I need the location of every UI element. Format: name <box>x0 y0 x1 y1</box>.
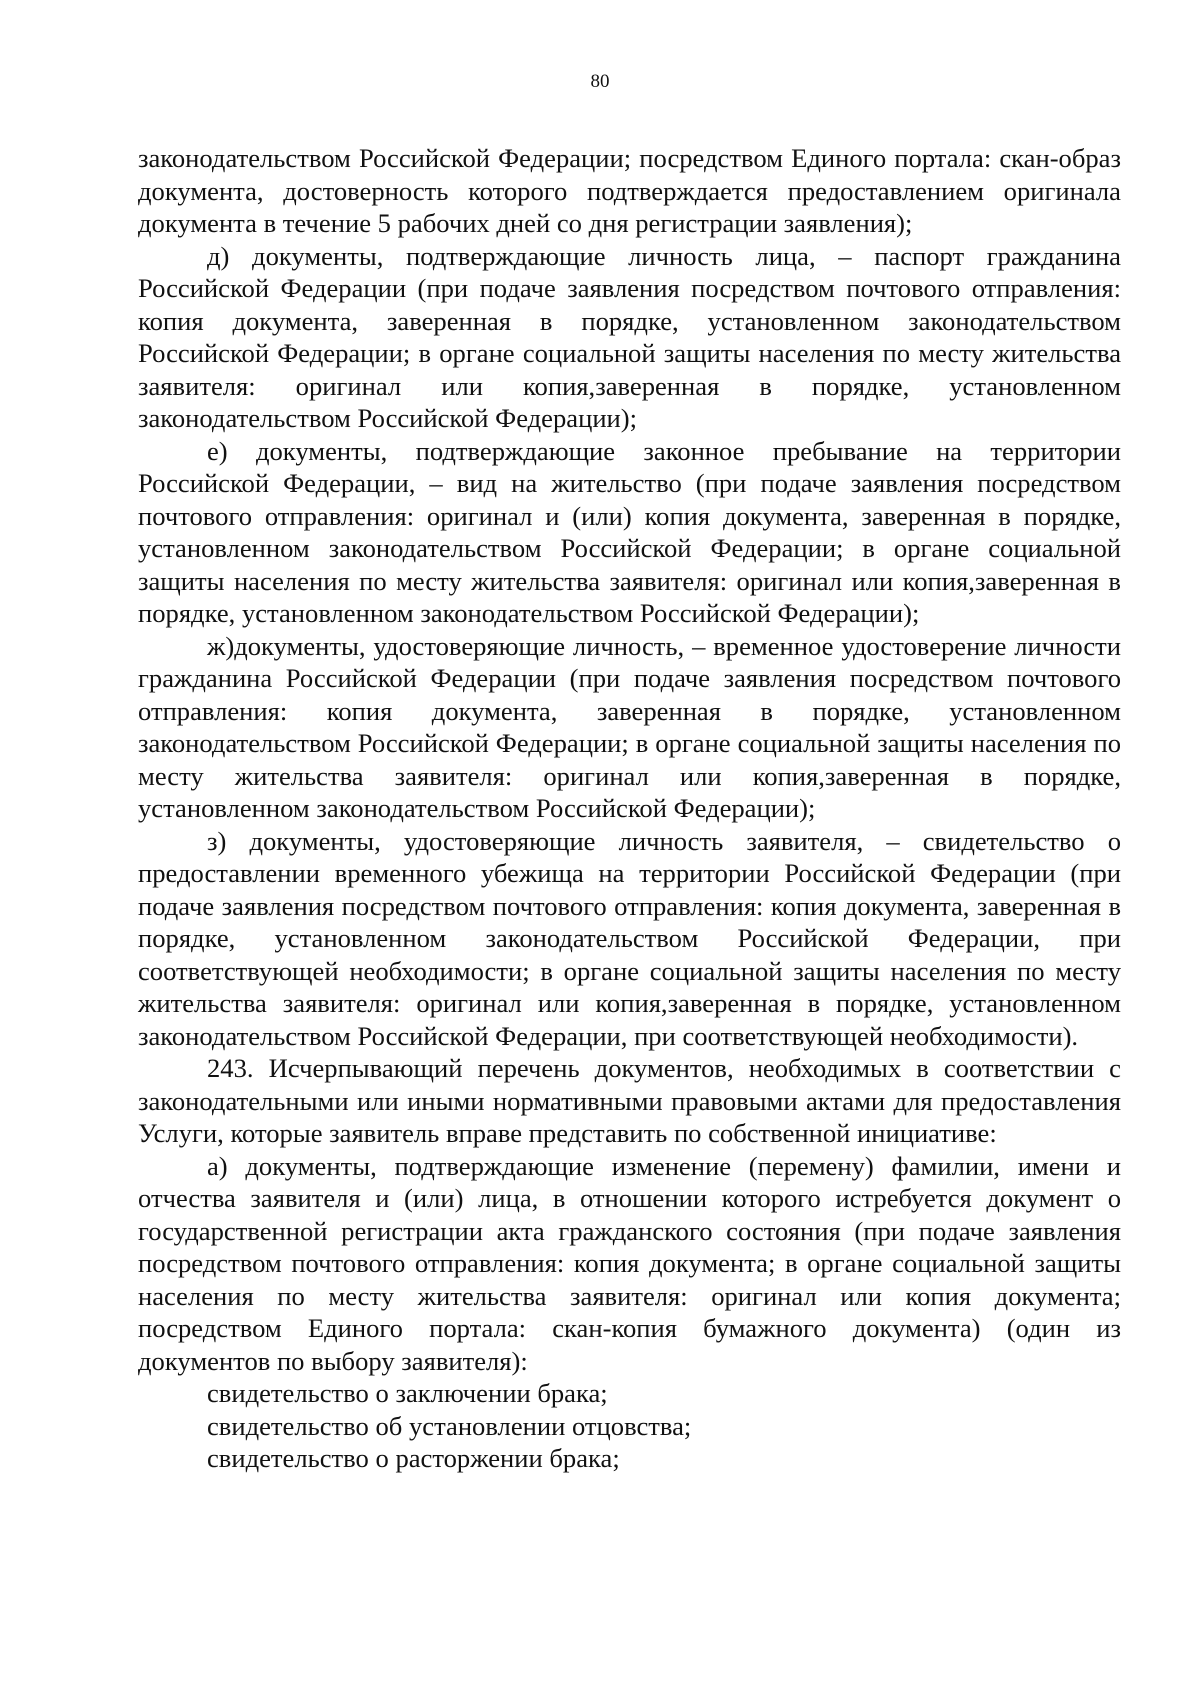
paragraph-continuation: законодательством Российской Федерации; посредством Единого портала: скан-образ документа, достоверность которого подтверждается предоставлением оригинала документа в течение 5 рабочих дней со дня регистрации заявления); <box>138 143 1121 238</box>
paragraph-section-243: 243. Исчерпывающий перечень документов, необходимых в соответствии с законодательными или иными нормативными правовыми актами для предоставления Услуги, которые заявитель вправе представить по собственной инициативе: <box>138 1053 1121 1148</box>
list-item: свидетельство об установлении отцовства; <box>207 1410 692 1441</box>
list-item: свидетельство о заключении брака; <box>207 1378 608 1408</box>
document-body <box>138 142 1121 1475</box>
paragraph-item-a: а) документы, подтверждающие изменение (перемену) фамилии, имени и отчества заявителя и (или) лица, в отношении которого истребуется документ о государственной регистрации акта гражданского состояния (при подаче заявления посредством почтового отправления: копия документа; в органе социальной защиты населения по месту жительства заявителя: оригинал или копия документа; посредством Единого портала: скан-копия бумажного документа) (один из документов по выбору заявителя): <box>138 1150 1121 1376</box>
paragraph-item-z: з) документы, удостоверяющие личность заявителя, – свидетельство о предоставлении временного убежища на территории Российской Федерации (при подаче заявления посредством почтового отправления: копия документа, заверенная в порядке, установленном законодательством Российской Федерации, при соответствующей необходимости; в органе социальной защиты населения по месту жительства заявителя: оригинал или копия,заверенная в порядке, установленном законодательством Российской Федерации, при соответствующей необходимости). <box>138 825 1121 1051</box>
paragraph-item-zh: ж)документы, удостоверяющие личность, – временное удостоверение личности гражданина Российской Федерации (при подаче заявления посредством почтового отправления: копия документа, заверенная в порядке, установленном законодательством Российской Федерации; в органе социальной защиты населения по месту жительства заявителя: оригинал или копия,заверенная в порядке, установленном законодательством Российской Федерации); <box>138 630 1121 823</box>
list-item: свидетельство о расторжении брака; <box>207 1443 620 1473</box>
paragraph-item-e: е) документы, подтверждающие законное пребывание на территории Российской Федерации, – вид на жительство (при подаче заявления посредством почтового отправления: оригинал и (или) копия документа, заверенная в порядке, установленном законодательством Российской Федерации; в органе социальной защиты населения по месту жительства заявителя: оригинал или копия,заверенная в порядке, установленном законодательством Российской Федерации); <box>138 435 1121 628</box>
paragraph-item-d: д) документы, подтверждающие личность лица, – паспорт гражданина Российской Федерации (при подаче заявления посредством почтового отправления: копия документа, заверенная в порядке, установленном законодательством Российской Федерации; в органе социальной защиты населения по месту жительства заявителя: оригинал или копия,заверенная в порядке, установленном законодательством Российской Федерации); <box>138 240 1121 433</box>
page-number: 80 <box>590 71 610 92</box>
